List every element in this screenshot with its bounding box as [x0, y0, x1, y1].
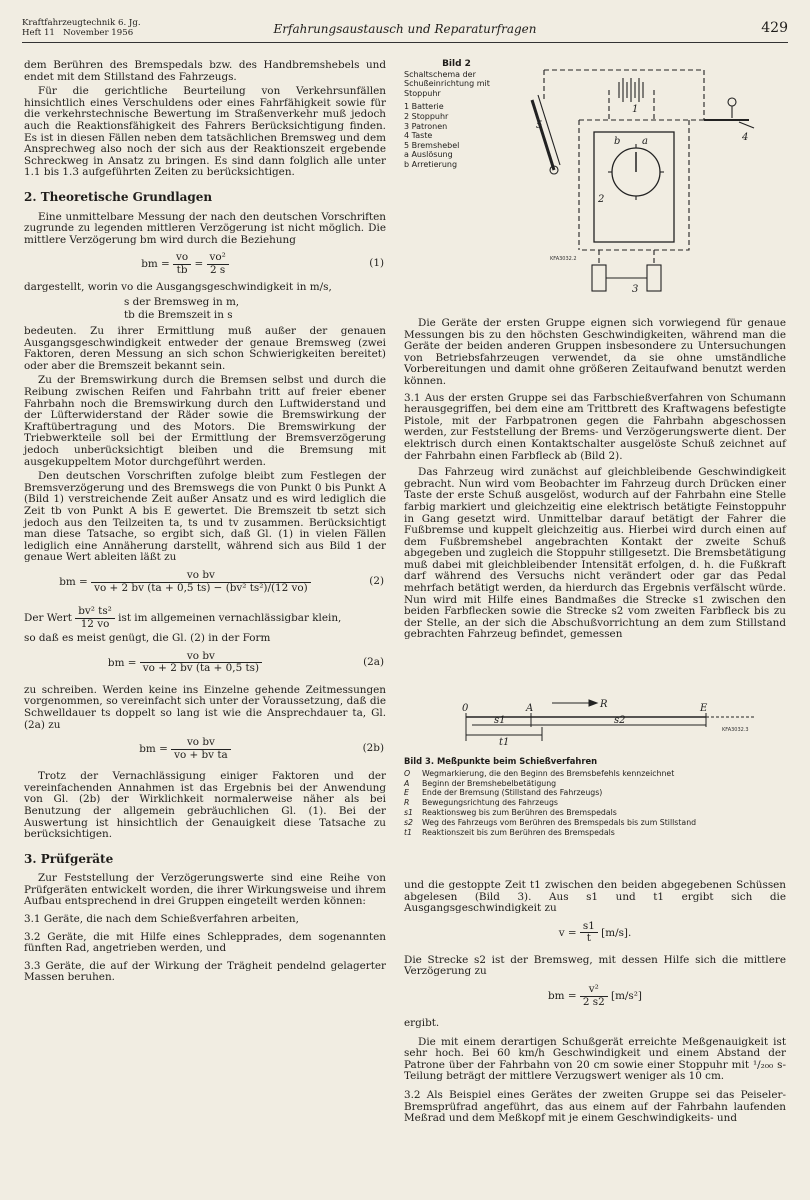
- label: 5: [536, 120, 543, 131]
- cartridge-icon: [592, 265, 661, 291]
- eq-lhs: bm =: [107, 656, 137, 669]
- legend-item: b Arretierung: [404, 159, 458, 169]
- segment-label: t1: [499, 737, 510, 748]
- wiring: [544, 70, 704, 265]
- page-header: [22, 18, 788, 43]
- paragraph: Zur Feststellung der Verzögerungswerte sind eine Reihe von Prüfgeräten entwickelt worden, die ihrer Wirkungsweise und ihrem Aufbau entsprechend in drei Gruppen eingeteilt werden können:: [24, 872, 386, 908]
- equation-bm: bm = $\frac{\text{v²}}{2 s2}$ [m/s²]: [548, 982, 642, 1008]
- legend-item: 5 Bremshebel: [404, 140, 460, 150]
- paragraph: dem Berühren des Bremspedals bzw. des Handbremshebels und endet mit dem Stillstand des Fahrzeugs.: [24, 59, 386, 83]
- paragraph: Die mit einem derartigen Schußgerät erreichte Meßgenauigkeit ist sehr hoch. Bei 60 km/h Geschwindigkeit und einem Abstand der Patrone über der Fahrbahn von 20 cm sowie einer Stoppuhr mit ¹/₂₀₀ s-Teilung beträgt der mittlere Verzugswert weniger als 10 cm.: [404, 1035, 786, 1083]
- equation-number: (2): [369, 574, 384, 587]
- label: 4: [742, 132, 749, 143]
- section-title: Erfahrungsaustausch und Reparaturfragen: [273, 22, 537, 36]
- figure-stamp: KFA3032.2: [550, 256, 577, 262]
- paragraph: Für die gerichtliche Beurteilung von Verkehrsunfällen hinsichtlich eines Verschuldens oder eines Fahrfähigkeit sowie für die verkehrstechnische Bewertung im Straßenverkehr muß jedoch auch die Reaktionsfähigkeit des Fahrers Berücksichtigung finden. Es ist in diesen Fällen neben dem tatsächlichen Bremsweg und dem Ansprechweg also noch der sich aus der Reaktionszeit ergebende Schreckweg in Ansatz zu bringen. Es sind dann folglich alle unter 1.1 bis 1.3 aufgeführten Zeiten zu berücksichtigen.: [24, 85, 386, 179]
- legend-item: 4 Taste: [404, 131, 433, 141]
- figure-3-caption: [404, 757, 786, 837]
- label: 1: [632, 104, 639, 115]
- segment-label: s2: [614, 715, 626, 726]
- eq-lhs: bm =: [141, 258, 170, 271]
- eq-lhs: bm =: [59, 576, 88, 589]
- equation-number: (2a): [363, 655, 384, 668]
- paragraph: Zu der Bremswirkung durch die Bremsen selbst und durch die Reibung zwischen Reifen und Fahrbahn tritt auf freier ebener Fahrbahn noch die Bremswirkung durch den Luftwiderstand und der Lüfterwiderstand der Räder sowie die Bremswirkung der Kraftübertragung und des Motors. Die Bremswirkung der Triebwerkteile soll bei der Ermittlung der Bremsverzögerung jedoch unberücksichtigt bleiben und die Bremsung mit ausgekuppeltem Motor durchgeführt werden.: [24, 374, 386, 468]
- point-label: 0: [462, 703, 469, 714]
- legend-value: Weg des Fahrzeugs vom Berühren des Bremspedals bis zum Stillstand: [422, 817, 697, 827]
- circuit-diagram: [404, 60, 786, 310]
- list-item: 3.3 Geräte, die auf der Wirkung der Trägheit pendelnd gelagerter Massen beruhen.: [24, 959, 386, 984]
- point-label: E: [700, 703, 708, 714]
- eq-equals: =: [194, 258, 204, 271]
- definition: s der Bremsweg in m,: [124, 295, 240, 308]
- eq-fraction: $\frac{vo}{tb}$: [173, 252, 191, 276]
- label: 3: [632, 284, 639, 295]
- figure-2: [404, 60, 786, 310]
- legend-value: Beginn der Bremshebelbetätigung: [422, 778, 557, 788]
- definition: tb die Bremszeit in s: [124, 308, 233, 321]
- list-item: 3.2 Geräte, die mit Hilfe eines Schlepprades, dem sogenannten fünften Rad, angetrieben werden, und: [24, 930, 386, 955]
- right-column-top: [404, 318, 786, 644]
- equation-1: [24, 252, 386, 276]
- legend-row: [404, 788, 786, 798]
- legend-item: 2 Stoppuhr: [404, 111, 449, 121]
- equation-number: (2b): [362, 742, 384, 755]
- paragraph: 3.2 Als Beispiel eines Gerätes der zweiten Gruppe sei das Peiseler-Bremsprüfrad angeführt, das aus einem auf der Fahrbahn laufenden Meßrad und dem Meßkopf mit je einem Geschwindigkeits- und: [404, 1088, 786, 1125]
- segment-label: s1: [494, 715, 506, 726]
- paragraph: Die Geräte der ersten Gruppe eignen sich vorwiegend für genaue Messungen bis zu den höchsten Geschwindigkeiten, während man die Geräte der beiden anderen Gruppen insbesondere zu Untersuchungen von Betriebsfahrzeugen verwendet, da sie ohne umständliche Vorbereitungen und damit ohne größeren Zeitaufwand benutzt werden können.: [404, 317, 786, 387]
- figure-legend: [404, 769, 786, 838]
- legend-row: [404, 769, 786, 779]
- point-label: A: [526, 703, 534, 714]
- legend-key: A: [404, 778, 410, 788]
- legend-row: [404, 798, 786, 808]
- equation-v: v = $\frac{s1}{t}$ [m/s].: [558, 919, 632, 945]
- eq-fraction: $\frac{\text{v²}}{2 s2}$: [580, 984, 608, 1008]
- figure-3: [404, 697, 786, 757]
- paragraph: dargestellt, worin vo die Ausgangsgeschwindigkeit in m/s,: [24, 281, 332, 294]
- equation-2: [24, 570, 386, 600]
- equation-2b: [24, 737, 386, 765]
- paragraph: bedeuten. Zu ihrer Ermittlung muß außer der genauen Ausgangsgeschwindigkeit entweder der genaue Bremsweg (zwei Faktoren, deren Messung an sich schon Schwierigkeiten bereitet) oder aber die Bremszeit bekannt sein.: [24, 325, 386, 372]
- label: a: [642, 136, 648, 147]
- button-switch-icon: [704, 98, 754, 128]
- paragraph: zu schreiben. Werden keine ins Einzelne gehende Zeitmessungen vorgenommen, so vereinfacht sich unter der Voraussetzung, daß die Schwelldauer ts doppelt so lang ist wie die Ansprechdauer ta, Gl. (2a) zu: [24, 683, 386, 731]
- issue-date: November 1956: [63, 28, 134, 39]
- legend-key: t1: [404, 827, 413, 837]
- definitions: [124, 297, 386, 321]
- eq-fraction: $\frac{s1}{t}$: [580, 921, 598, 945]
- eq-fraction: $\frac{\text{vo²}}{2 s}$: [207, 252, 229, 276]
- paragraph: Die Strecke s2 ist der Bremsweg, mit dessen Hilfe sich die mittlere Verzögerung zu: [404, 953, 786, 978]
- section-heading: 2. Theoretische Grundlagen: [24, 189, 213, 204]
- legend-value: Reaktionszeit bis zum Berühren des Bremspedals: [422, 827, 615, 837]
- paragraph: Den deutschen Vorschriften zufolge bleibt zum Festlegen der Bremsverzögerung und des Bremswegs die von Punkt 0 bis Punkt A (Bild 1) verstreichende Zeit außer Ansatz und es wird lediglich die Zeit tb von Punkt A bis E gewertet. Die Bremszeit tb setzt sich jedoch aus den Teilzeiten ta, ts und tv zusammen. Berücksichtigt man diese Tatsache, so ergibt sich, daß Gl. (1) in vielen Fällen lediglich eine Annäherung darstellt, während sich aus Bild 1 der genaue Wert ableiten läßt zu: [24, 470, 386, 564]
- legend-item: 1 Batterie: [404, 102, 444, 112]
- journal-name: Kraftfahrzeugtechnik 6. Jg.: [22, 18, 141, 28]
- paragraph: 3.1 Aus der ersten Gruppe sei das Farbschießverfahren von Schumann herausgegriffen, bei dem eine am Trittbrett des Kraftwagens befestigte Pistole, mit der Farbpatronen gegen die Fahrbahn abgeschossen werden, zur Feststellung der Brems- und Verzögerungswerte dient. Der elektrisch durch einen Kontaktschalter ausgelöste Schuß zeichnet auf der Fahrbahn einen Farbfleck ab (Bild 2).: [404, 391, 786, 462]
- paragraph: Eine unmittelbare Messung der nach den deutschen Vorschriften zugrunde zu legenden mittleren Verzögerung ist nicht möglich. Die mittlere Verzögerung bm wird durch die Beziehung: [24, 210, 386, 246]
- paragraph: Das Fahrzeug wird zunächst auf gleichbleibende Geschwindigkeit gebracht. Nun wird vom Beobachter im Fahrzeug durch Drücken einer Taste der erste Schuß ausgelöst, wodurch auf der Fahrbahn eine Stelle farbig markiert und gleichzeitig eine elektrisch betätigte Feinstoppuhr in Gang gesetzt wird. Unmittelbar darauf betätigt der Fahrer die Fußbremse und kuppelt gleichzeitig aus. Hierbei wird durch einen auf dem Fußbremshebel angebrachten Kontakt der zweite Schuß abgegeben und zugleich die Stoppuhr stillgesetzt. Die Bremsbetätigung muß dabei mit gleichbleibender Intensität erfolgen, d. h. die Fußkraft darf während des Versuchs nicht verändert oder gar das Pedal mehrfach betätigt werden, da hierdurch das Ergebnis verfälscht würde. Nun wird mit Hilfe eines Bandmaßes die Strecke s1 zwischen den beiden Farbflecken sowie die Strecke s2 vom zweiten Farbfleck bis zu der Stelle, an der sich die Abschußvorrichtung an dem zum Stillstand gebrachten Fahrzeug befindet, gemessen: [404, 466, 786, 641]
- legend-key: E: [404, 788, 409, 798]
- equation-2a: [24, 651, 386, 679]
- paragraph: so daß es meist genügt, die Gl. (2) in der Form: [24, 632, 271, 645]
- figure-title: Bild 2: [442, 59, 471, 69]
- paragraph: Der Wert $\frac{\text{bv² ts²}}{12 vo}$ ist im allgemeinen vernachlässigbar klein,: [24, 604, 342, 630]
- legend-item: 3 Patronen: [404, 121, 448, 131]
- legend-value: Ende der Bremsung (Stillstand des Fahrzeugs): [422, 788, 603, 798]
- direction-label: R: [600, 699, 608, 710]
- eq-fraction: $\frac{\text{vo bv}}{\text{vo + 2 bv (ta + 0,5 ts) − (bv² ts²)/(12 vo)}}$: [91, 570, 311, 594]
- legend-key: s1: [404, 807, 414, 817]
- legend-item: a Auslösung: [404, 150, 453, 160]
- equation-number: (1): [369, 257, 384, 270]
- legend-value: Wegmarkierung, die den Beginn des Bremsbefehls kennzeichnet: [422, 768, 675, 778]
- right-column-bottom: [404, 880, 786, 1128]
- label: 2: [598, 194, 605, 205]
- paragraph: Trotz der Vernachlässigung einiger Faktoren und der vereinfachenden Annahmen ist das Ergebnis bei der Anwendung von Gl. (2b) der Wirklichkeit normalerweise näher als bei Benutzung der allgemein gebräuchlichen Gl. (1). Bei der Auswertung ist hinsichtlich der Genauigkeit diese Tatsache zu berücksichtigen.: [24, 770, 386, 841]
- legend-key: s2: [404, 817, 414, 827]
- battery-icon: [619, 78, 643, 102]
- section-heading: 3. Prüfgeräte: [24, 851, 114, 866]
- page-number: 429: [761, 20, 788, 36]
- figure-stamp: KFA3032.3: [722, 727, 749, 733]
- eq-lhs: bm =: [139, 743, 168, 756]
- paragraph: und die gestoppte Zeit t1 zwischen den beiden abgegebenen Schüssen abgelesen (Bild 3). Aus s1 und t1 ergibt sich die Ausgangsgeschwindigkeit zu: [404, 879, 786, 915]
- brake-lever-icon: [532, 95, 560, 174]
- measurement-diagram: [404, 697, 786, 757]
- issue-number: Heft 11: [22, 28, 55, 39]
- legend-value: Reaktionsweg bis zum Berühren des Bremspedals: [422, 807, 617, 817]
- legend-key: R: [404, 798, 410, 808]
- label: b: [614, 136, 621, 147]
- legend-row: [404, 808, 786, 818]
- eq-fraction: $\frac{\text{bv² ts²}}{12 vo}$: [75, 606, 115, 630]
- legend-value: Bewegungsrichtung des Fahrzeugs: [422, 798, 558, 808]
- eq-fraction: $\frac{\text{vo bv}}{vo + 2 bv (ta + 0,5 ts)}$: [140, 651, 262, 675]
- legend-row: [404, 818, 786, 828]
- list-item: 3.1 Geräte, die nach dem Schießverfahren arbeiten,: [24, 913, 299, 926]
- legend-key: O: [404, 768, 411, 778]
- paragraph: ergibt.: [404, 1016, 440, 1029]
- legend-row: [404, 828, 786, 838]
- figure-title: Bild 3. Meßpunkte beim Schießverfahren: [404, 756, 598, 766]
- eq-fraction: $\frac{\text{vo bv}}{\text{vo + bv ta}}$: [171, 737, 231, 761]
- left-column: [24, 60, 386, 990]
- figure-subtitle: Schaltschema der Schußeinrichtung mit Stoppuhr: [404, 69, 490, 98]
- legend-row: [404, 779, 786, 789]
